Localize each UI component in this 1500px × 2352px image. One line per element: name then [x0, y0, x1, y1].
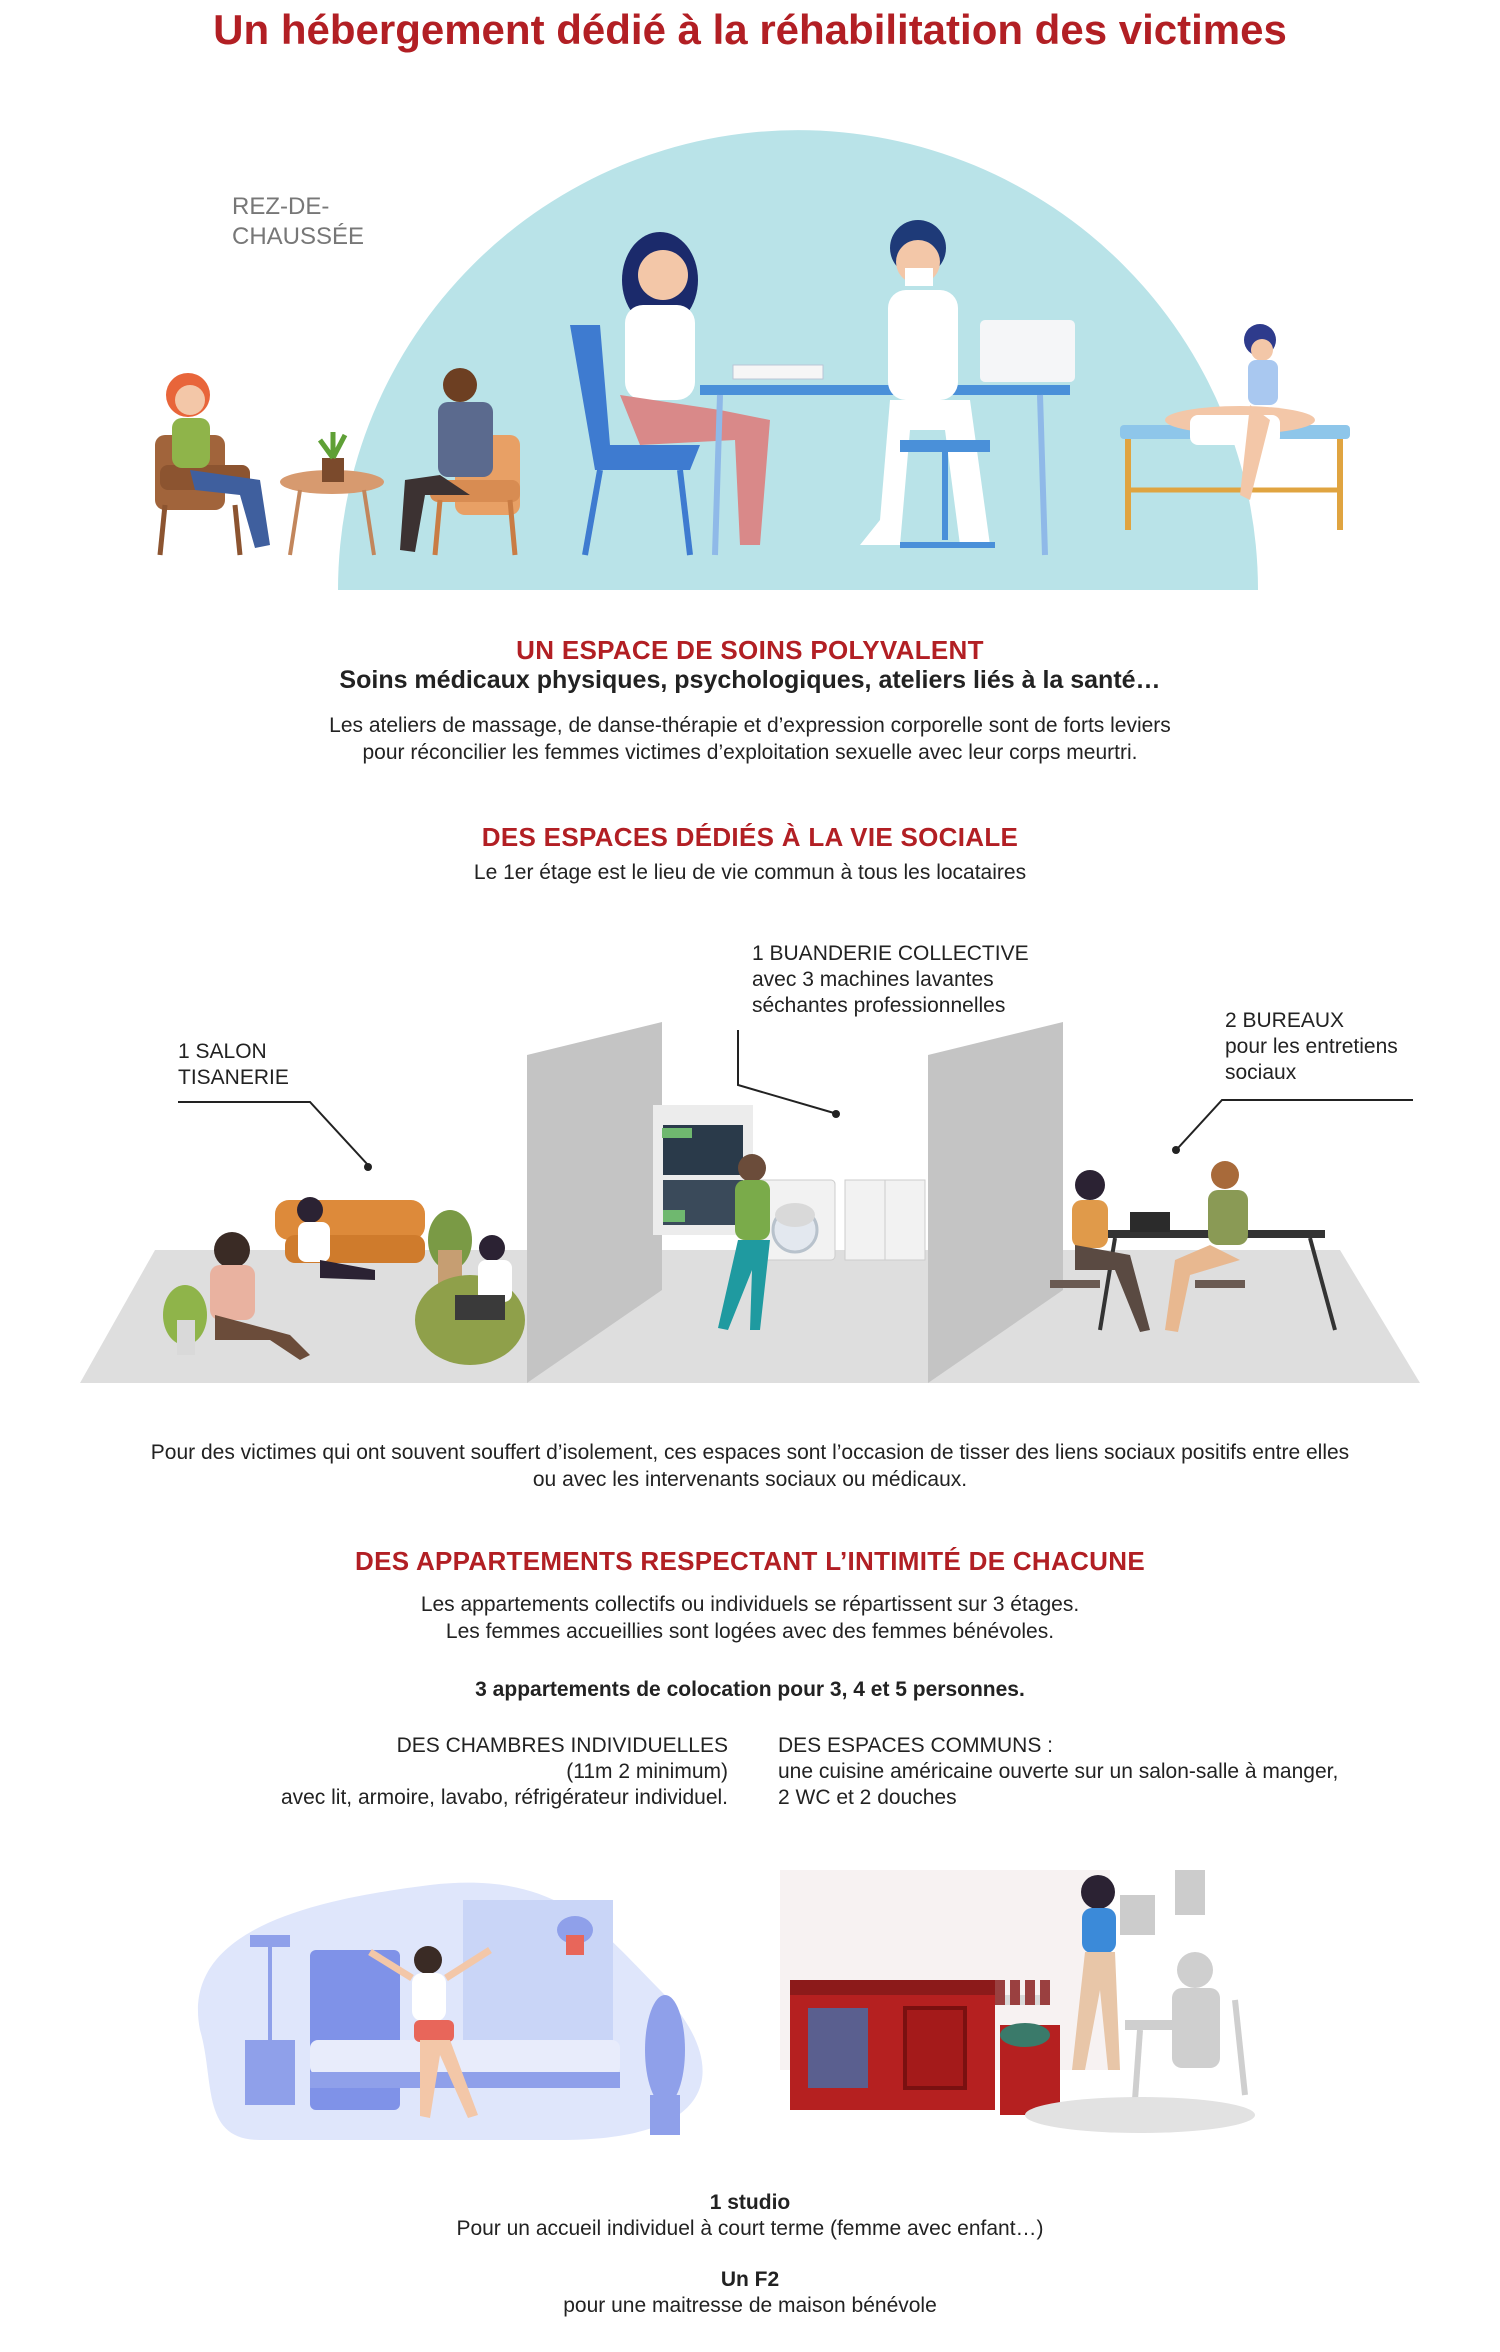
laundry-callout-line: [738, 1030, 834, 1113]
apartments-intro-line1: Les appartements collectifs ou individuels se répartissent sur 3 étages.: [420, 1593, 1080, 1616]
kitchen-scene: [780, 1870, 1255, 2133]
page-title: Un hébergement dédié à la réhabilitation des victimes: [213, 6, 1287, 53]
offices-callout-line: [1178, 1100, 1413, 1148]
offices-label-line3: sociaux: [1225, 1061, 1297, 1084]
salon-label-line2: TISANERIE: [178, 1066, 289, 1089]
apartments-intro: [0, 1591, 1500, 1645]
ground-floor-label: [232, 192, 364, 252]
offices-label-line2: pour les entretiens: [1225, 1035, 1398, 1058]
salon-label-line1: 1 SALON: [178, 1040, 267, 1063]
social-space-heading: DES ESPACES DÉDIÉS À LA VIE SOCIALE: [481, 822, 1019, 852]
social-space-text-line1: Pour des victimes qui ont souvent souffert d’isolement, ces espaces sont l’occasion de tisser des liens sociaux positifs entre elles: [150, 1441, 1350, 1464]
studio-text: Pour un accueil individuel à court terme (femme avec enfant…): [456, 2217, 1044, 2240]
ground-floor-illustration: [0, 0, 1500, 620]
bedroom-scene: [198, 1883, 703, 2140]
care-space-subheading: Soins médicaux physiques, psychologiques, ateliers liés à la santé…: [339, 666, 1161, 694]
rooms-block: [281, 1733, 728, 1811]
ground-floor-label-line1: REZ-DE-: [232, 193, 330, 220]
offices-label-line1: 2 BUREAUX: [1225, 1009, 1345, 1032]
common-line1: DES ESPACES COMMUNS :: [778, 1734, 1053, 1757]
rooms-line3: avec lit, armoire, lavabo, réfrigérateur individuel.: [280, 1786, 728, 1809]
apartments-intro-line2: Les femmes accueillies sont logées avec des femmes bénévoles.: [445, 1620, 1055, 1643]
apartments-heading: DES APPARTEMENTS RESPECTANT L’INTIMITÉ DE CHACUNE: [355, 1546, 1145, 1576]
studio-title: 1 studio: [709, 2191, 791, 2214]
laundry-label-line1: 1 BUANDERIE COLLECTIVE: [752, 942, 1029, 965]
salon-label: [178, 1039, 289, 1091]
care-space-text-line1: Les ateliers de massage, de danse-thérapie et d’expression corporelle sont de forts leviers: [329, 714, 1171, 737]
offices-label: [1225, 1008, 1398, 1086]
shared-apartments: 3 appartements de colocation pour 3, 4 et 5 personnes.: [475, 1678, 1025, 1701]
laundry-label-line2: avec 3 machines lavantes: [752, 968, 994, 991]
first-floor-illustration: [0, 900, 1500, 1400]
laundry-label-line3: séchantes professionnelles: [752, 994, 1006, 1017]
common-line3: 2 WC et 2 douches: [778, 1786, 957, 1809]
f2-text: pour une maitresse de maison bénévole: [563, 2294, 937, 2317]
social-space-text: [0, 1439, 1500, 1493]
social-space-intro: Le 1er étage est le lieu de vie commun à tous les locataires: [473, 861, 1027, 884]
care-dome: [338, 130, 1258, 590]
care-space-text: [0, 712, 1500, 766]
rooms-line2: (11m 2 minimum): [566, 1760, 728, 1783]
common-block: [778, 1733, 1338, 1811]
care-space-text-line2: pour réconcilier les femmes victimes d’exploitation sexuelle avec leur corps meurtri.: [362, 741, 1138, 764]
apartments-illustration: [0, 1840, 1500, 2160]
care-space-heading: UN ESPACE DE SOINS POLYVALENT: [516, 635, 984, 665]
f2-title: Un F2: [720, 2268, 780, 2291]
social-space-text-line2: ou avec les intervenants sociaux ou médicaux.: [532, 1468, 968, 1491]
ground-floor-label-line2: CHAUSSÉE: [232, 223, 365, 250]
salon-callout-line: [178, 1102, 368, 1165]
rooms-line1: DES CHAMBRES INDIVIDUELLES: [396, 1734, 728, 1757]
laundry-label: [752, 941, 1029, 1019]
common-line2: une cuisine américaine ouverte sur un salon-salle à manger,: [778, 1760, 1339, 1783]
